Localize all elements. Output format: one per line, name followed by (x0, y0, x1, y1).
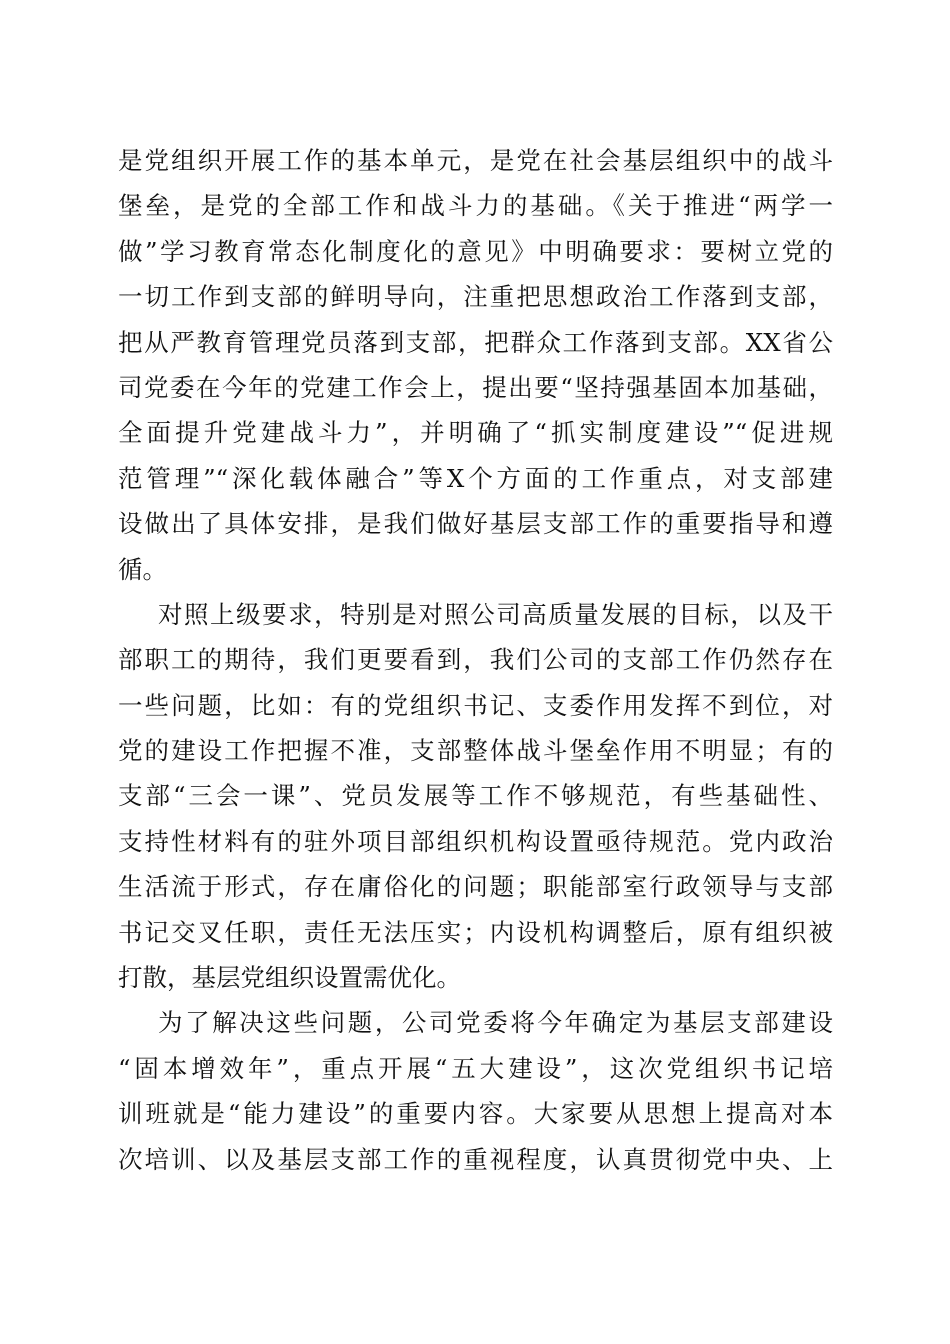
text-line: 把从严教育管理党员落到支部，把群众工作落到支部。XX省公 (118, 327, 833, 357)
text-line: 是党组织开展工作的基本单元，是党在社会基层组织中的战斗 (118, 146, 833, 175)
text-line: 做”学习教育常态化制度化的意见》中明确要求：要树立党的 (118, 236, 833, 266)
text-line: 为了解决这些问题，公司党委将今年确定为基层支部建设 (158, 1008, 833, 1038)
text-line: 全面提升党建战斗力”，并明确了“抓实制度建设”“促进规 (118, 418, 833, 448)
text-line: 范管理”“深化载体融合”等X个方面的工作重点，对支部建 (118, 463, 833, 493)
text-line: 党的建设工作把握不准，支部整体战斗堡垒作用不明显；有的 (118, 736, 833, 766)
text-line: 次培训、以及基层支部工作的重视程度，认真贯彻党中央、上 (118, 1144, 833, 1174)
paragraph-1 (118, 138, 833, 592)
paragraph-3 (118, 1000, 833, 1182)
document-body (118, 138, 833, 1182)
paragraph-2 (118, 592, 833, 1001)
text-line: 部职工的期待，我们更要看到，我们公司的支部工作仍然存在 (118, 645, 833, 675)
text-line: 司党委在今年的党建工作会上，提出要“坚持强基固本加基础， (118, 372, 833, 402)
text-line: 训班就是“能力建设”的重要内容。大家要从思想上提高对本 (118, 1099, 833, 1129)
text-line: 设做出了具体安排，是我们做好基层支部工作的重要指导和遵 (118, 509, 833, 539)
text-line: 打散，基层党组织设置需优化。 (118, 963, 461, 993)
text-line: 书记交叉任职，责任无法压实；内设机构调整后，原有组织被 (118, 917, 833, 947)
text-line: 一些问题，比如：有的党组织书记、支委作用发挥不到位，对 (118, 690, 833, 720)
text-line: “固本增效年”，重点开展“五大建设”，这次党组织书记培 (118, 1053, 833, 1083)
text-line: 生活流于形式，存在庸俗化的问题；职能部室行政领导与支部 (118, 872, 833, 902)
text-line: 一切工作到支部的鲜明导向，注重把思想政治工作落到支部， (118, 282, 833, 312)
text-line: 循。 (118, 554, 167, 584)
text-line: 堡垒，是党的全部工作和战斗力的基础。《关于推进“两学一 (118, 191, 833, 221)
text-line: 支部“三会一课”、党员发展等工作不够规范，有些基础性、 (118, 781, 833, 811)
text-line: 支持性材料有的驻外项目部组织机构设置亟待规范。党内政治 (118, 826, 833, 856)
text-line: 对照上级要求，特别是对照公司高质量发展的目标，以及干 (158, 599, 833, 629)
